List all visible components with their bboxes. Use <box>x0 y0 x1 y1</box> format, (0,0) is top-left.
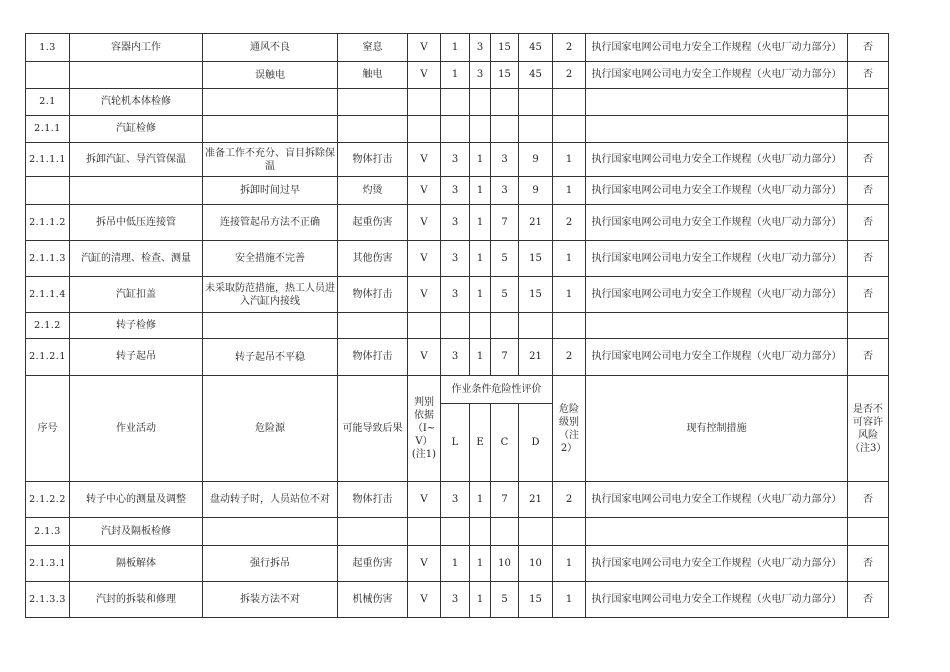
work-activity-cell: 拆吊中低压连接管 <box>70 205 203 241</box>
work-activity-cell: 汽封的拆装和修理 <box>70 582 203 618</box>
work-activity-cell <box>70 62 203 89</box>
score-l-cell <box>441 518 470 546</box>
intolerable-flag-cell: 否 <box>848 546 889 582</box>
score-l-cell: 3 <box>441 143 470 177</box>
possible-consequence-cell: 物体打击 <box>338 277 408 313</box>
possible-consequence-cell <box>338 313 408 339</box>
control-measure-cell: 执行国家电网公司电力安全工作规程（火电厂动力部分） <box>586 241 848 277</box>
control-measure-cell: 执行国家电网公司电力安全工作规程（火电厂动力部分） <box>586 546 848 582</box>
score-d-cell <box>519 89 553 116</box>
control-measure-cell: 执行国家电网公司电力安全工作规程（火电厂动力部分） <box>586 62 848 89</box>
score-c-cell <box>491 518 519 546</box>
risk-level-cell: 1 <box>553 546 586 582</box>
table-header <box>26 376 889 482</box>
possible-consequence-cell: 起重伤害 <box>338 205 408 241</box>
intolerable-flag-cell: 否 <box>848 582 889 618</box>
header-basis: 判别依据（Ⅰ~Ⅴ）(注1) <box>408 376 441 482</box>
possible-consequence-cell: 机械伤害 <box>338 582 408 618</box>
hazard-source-cell: 强行拆吊 <box>203 546 338 582</box>
row-number-cell: 2.1.1.1 <box>26 143 70 177</box>
judgement-basis-cell: V <box>408 62 441 89</box>
score-e-cell <box>470 116 491 143</box>
table-row <box>26 313 889 339</box>
row-number-cell: 1.3 <box>26 34 70 62</box>
control-measure-cell: 执行国家电网公司电力安全工作规程（火电厂动力部分） <box>586 277 848 313</box>
risk-level-cell: 1 <box>553 143 586 177</box>
work-activity-cell: 拆卸汽缸、导汽管保温 <box>70 143 203 177</box>
control-measure-cell: 执行国家电网公司电力安全工作规程（火电厂动力部分） <box>586 143 848 177</box>
row-number-cell: 2.1.1.4 <box>26 277 70 313</box>
score-d-cell <box>519 313 553 339</box>
intolerable-flag-cell: 否 <box>848 143 889 177</box>
table-row <box>26 339 889 376</box>
hazard-source-cell: 安全措施不完善 <box>203 241 338 277</box>
work-activity-cell: 汽缸的清理、检查、测量 <box>70 241 203 277</box>
hazard-source-cell: 拆装方法不对 <box>203 582 338 618</box>
score-l-cell: 1 <box>441 546 470 582</box>
control-measure-cell: 执行国家电网公司电力安全工作规程（火电厂动力部分） <box>586 205 848 241</box>
header-no: 序号 <box>26 376 70 482</box>
risk-level-cell: 2 <box>553 205 586 241</box>
score-l-cell: 3 <box>441 177 470 205</box>
row-number-cell: 2.1.2 <box>26 313 70 339</box>
possible-consequence-cell: 灼烫 <box>338 177 408 205</box>
work-activity-cell: 汽封及隔板检修 <box>70 518 203 546</box>
intolerable-flag-cell: 否 <box>848 339 889 376</box>
control-measure-cell <box>586 89 848 116</box>
risk-level-cell: 2 <box>553 34 586 62</box>
score-d-cell: 9 <box>519 177 553 205</box>
header-e: E <box>470 404 491 482</box>
intolerable-flag-cell <box>848 116 889 143</box>
score-e-cell: 3 <box>470 34 491 62</box>
score-e-cell: 1 <box>470 205 491 241</box>
intolerable-flag-cell: 否 <box>848 34 889 62</box>
risk-level-cell <box>553 89 586 116</box>
intolerable-flag-cell <box>848 313 889 339</box>
judgement-basis-cell: V <box>408 546 441 582</box>
risk-table <box>25 33 889 618</box>
work-activity-cell: 汽轮机本体检修 <box>70 89 203 116</box>
work-activity-cell: 转子检修 <box>70 313 203 339</box>
table-row <box>26 582 889 618</box>
judgement-basis-cell: V <box>408 34 441 62</box>
score-d-cell: 15 <box>519 582 553 618</box>
score-e-cell: 1 <box>470 582 491 618</box>
score-e-cell: 1 <box>470 177 491 205</box>
score-c-cell <box>491 116 519 143</box>
risk-level-cell: 2 <box>553 62 586 89</box>
table-row <box>26 34 889 62</box>
work-activity-cell: 转子中心的测量及调整 <box>70 482 203 518</box>
control-measure-cell <box>586 313 848 339</box>
hazard-source-cell: 误触电 <box>203 62 338 89</box>
score-e-cell: 3 <box>470 62 491 89</box>
hazard-source-cell: 未采取防范措施，热工人员进入汽缸内接线 <box>203 277 338 313</box>
score-c-cell: 15 <box>491 62 519 89</box>
possible-consequence-cell <box>338 518 408 546</box>
score-l-cell: 1 <box>441 62 470 89</box>
hazard-source-cell <box>203 518 338 546</box>
risk-level-cell: 1 <box>553 277 586 313</box>
score-l-cell: 3 <box>441 582 470 618</box>
table-row <box>26 277 889 313</box>
score-e-cell <box>470 89 491 116</box>
score-l-cell: 3 <box>441 205 470 241</box>
intolerable-flag-cell: 否 <box>848 62 889 89</box>
score-e-cell: 1 <box>470 339 491 376</box>
row-number-cell: 2.1.1 <box>26 116 70 143</box>
score-e-cell: 1 <box>470 546 491 582</box>
risk-level-cell: 2 <box>553 339 586 376</box>
score-d-cell: 45 <box>519 62 553 89</box>
table-row <box>26 177 889 205</box>
judgement-basis-cell <box>408 116 441 143</box>
table-row <box>26 89 889 116</box>
judgement-basis-cell: V <box>408 143 441 177</box>
judgement-basis-cell: V <box>408 339 441 376</box>
score-d-cell: 21 <box>519 339 553 376</box>
control-measure-cell: 执行国家电网公司电力安全工作规程（火电厂动力部分） <box>586 34 848 62</box>
row-number-cell: 2.1.1.2 <box>26 205 70 241</box>
table-row <box>26 241 889 277</box>
row-number-cell: 2.1 <box>26 89 70 116</box>
score-e-cell: 1 <box>470 482 491 518</box>
score-d-cell: 45 <box>519 34 553 62</box>
score-d-cell: 15 <box>519 241 553 277</box>
hazard-source-cell <box>203 89 338 116</box>
header-intolerable: 是否不可容许风险（注3） <box>848 376 889 482</box>
score-l-cell <box>441 313 470 339</box>
table-row <box>26 116 889 143</box>
possible-consequence-cell: 触电 <box>338 62 408 89</box>
score-d-cell <box>519 518 553 546</box>
judgement-basis-cell <box>408 518 441 546</box>
possible-consequence-cell: 物体打击 <box>338 143 408 177</box>
score-d-cell: 21 <box>519 205 553 241</box>
score-l-cell <box>441 89 470 116</box>
score-l-cell: 3 <box>441 277 470 313</box>
hazard-source-cell: 准备工作不充分、盲目拆除保温 <box>203 143 338 177</box>
header-level: 危险级别（注2） <box>553 376 586 482</box>
intolerable-flag-cell: 否 <box>848 482 889 518</box>
risk-level-cell: 1 <box>553 582 586 618</box>
score-l-cell <box>441 116 470 143</box>
score-e-cell <box>470 518 491 546</box>
score-d-cell: 10 <box>519 546 553 582</box>
risk-level-cell <box>553 313 586 339</box>
table-row <box>26 62 889 89</box>
table-row <box>26 482 889 518</box>
header-l: L <box>441 404 470 482</box>
work-activity-cell: 隔板解体 <box>70 546 203 582</box>
possible-consequence-cell: 物体打击 <box>338 482 408 518</box>
row-number-cell: 2.1.2.2 <box>26 482 70 518</box>
table-row <box>26 205 889 241</box>
header-c: C <box>491 404 519 482</box>
score-l-cell: 1 <box>441 34 470 62</box>
score-d-cell <box>519 116 553 143</box>
score-e-cell: 1 <box>470 241 491 277</box>
judgement-basis-cell: V <box>408 277 441 313</box>
score-d-cell: 15 <box>519 277 553 313</box>
table-row <box>26 143 889 177</box>
hazard-source-cell: 拆卸时间过早 <box>203 177 338 205</box>
header-control: 现有控制措施 <box>586 376 848 482</box>
row-number-cell <box>26 62 70 89</box>
header-hazard: 危险源 <box>203 376 338 482</box>
hazard-source-cell <box>203 116 338 143</box>
score-c-cell: 3 <box>491 177 519 205</box>
header-consequence: 可能导致后果 <box>338 376 408 482</box>
control-measure-cell: 执行国家电网公司电力安全工作规程（火电厂动力部分） <box>586 582 848 618</box>
row-number-cell: 2.1.1.3 <box>26 241 70 277</box>
work-activity-cell: 汽缸扣盖 <box>70 277 203 313</box>
table-body-top <box>26 34 889 376</box>
score-l-cell: 3 <box>441 241 470 277</box>
score-c-cell: 15 <box>491 34 519 62</box>
intolerable-flag-cell: 否 <box>848 241 889 277</box>
header-activity: 作业活动 <box>70 376 203 482</box>
score-c-cell: 5 <box>491 241 519 277</box>
judgement-basis-cell: V <box>408 582 441 618</box>
hazard-source-cell: 通风不良 <box>203 34 338 62</box>
row-number-cell: 2.1.3.1 <box>26 546 70 582</box>
judgement-basis-cell: V <box>408 177 441 205</box>
possible-consequence-cell: 物体打击 <box>338 339 408 376</box>
intolerable-flag-cell: 否 <box>848 277 889 313</box>
intolerable-flag-cell <box>848 89 889 116</box>
row-number-cell: 2.1.2.1 <box>26 339 70 376</box>
score-c-cell: 3 <box>491 143 519 177</box>
possible-consequence-cell: 其他伤害 <box>338 241 408 277</box>
risk-level-cell: 1 <box>553 241 586 277</box>
risk-assessment-sheet <box>25 33 889 618</box>
intolerable-flag-cell: 否 <box>848 205 889 241</box>
possible-consequence-cell: 窒息 <box>338 34 408 62</box>
row-number-cell <box>26 177 70 205</box>
work-activity-cell: 转子起吊 <box>70 339 203 376</box>
score-e-cell: 1 <box>470 277 491 313</box>
score-d-cell: 21 <box>519 482 553 518</box>
control-measure-cell: 执行国家电网公司电力安全工作规程（火电厂动力部分） <box>586 339 848 376</box>
work-activity-cell: 汽缸检修 <box>70 116 203 143</box>
possible-consequence-cell <box>338 116 408 143</box>
judgement-basis-cell: V <box>408 205 441 241</box>
control-measure-cell <box>586 518 848 546</box>
score-c-cell: 10 <box>491 546 519 582</box>
risk-level-cell <box>553 116 586 143</box>
judgement-basis-cell: V <box>408 482 441 518</box>
score-c-cell: 7 <box>491 205 519 241</box>
work-activity-cell: 容器内工作 <box>70 34 203 62</box>
score-e-cell: 1 <box>470 143 491 177</box>
work-activity-cell <box>70 177 203 205</box>
hazard-source-cell: 盘动转子时，人员站位不对 <box>203 482 338 518</box>
risk-level-cell: 2 <box>553 482 586 518</box>
possible-consequence-cell: 起重伤害 <box>338 546 408 582</box>
score-c-cell: 5 <box>491 582 519 618</box>
score-l-cell: 3 <box>441 339 470 376</box>
score-c-cell <box>491 89 519 116</box>
hazard-source-cell: 连接管起吊方法不正确 <box>203 205 338 241</box>
intolerable-flag-cell <box>848 518 889 546</box>
score-l-cell: 3 <box>441 482 470 518</box>
judgement-basis-cell: V <box>408 241 441 277</box>
risk-level-cell <box>553 518 586 546</box>
row-number-cell: 2.1.3.3 <box>26 582 70 618</box>
header-eval-group: 作业条件危险性评价 <box>441 376 553 404</box>
score-c-cell: 5 <box>491 277 519 313</box>
judgement-basis-cell <box>408 313 441 339</box>
intolerable-flag-cell: 否 <box>848 177 889 205</box>
table-body-bottom <box>26 482 889 618</box>
table-row <box>26 546 889 582</box>
score-e-cell <box>470 313 491 339</box>
score-c-cell: 7 <box>491 339 519 376</box>
header-d: D <box>519 404 553 482</box>
control-measure-cell: 执行国家电网公司电力安全工作规程（火电厂动力部分） <box>586 177 848 205</box>
score-c-cell <box>491 313 519 339</box>
hazard-source-cell: 转子起吊不平稳 <box>203 339 338 376</box>
hazard-source-cell <box>203 313 338 339</box>
table-row <box>26 518 889 546</box>
control-measure-cell: 执行国家电网公司电力安全工作规程（火电厂动力部分） <box>586 482 848 518</box>
risk-level-cell: 1 <box>553 177 586 205</box>
score-c-cell: 7 <box>491 482 519 518</box>
row-number-cell: 2.1.3 <box>26 518 70 546</box>
control-measure-cell <box>586 116 848 143</box>
judgement-basis-cell <box>408 89 441 116</box>
score-d-cell: 9 <box>519 143 553 177</box>
possible-consequence-cell <box>338 89 408 116</box>
